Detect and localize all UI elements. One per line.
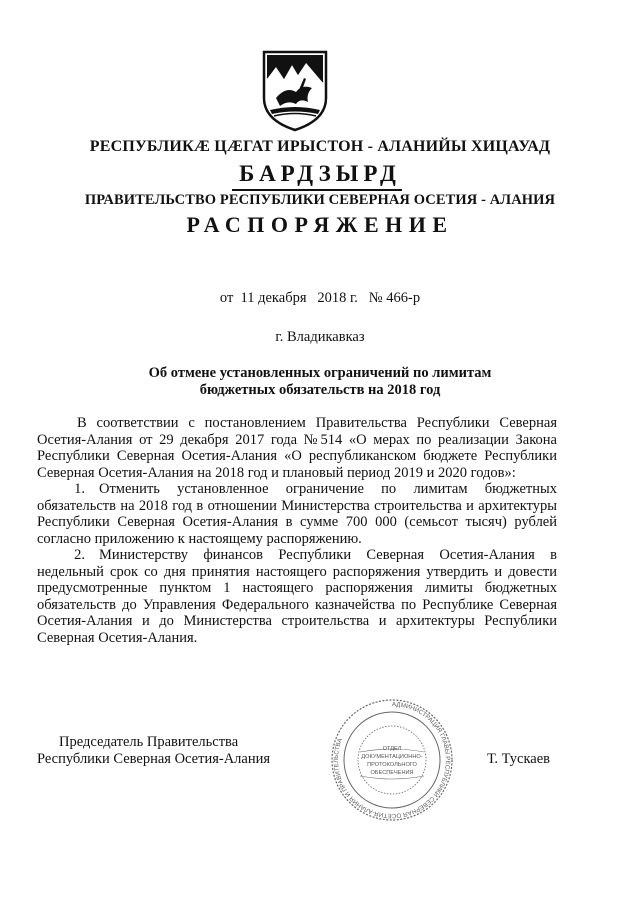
item-1	[37, 481, 557, 547]
header-line-ossetian: РЕСПУБЛИКӔ ЦӔГАТ ИРЫСТОН - АЛАНИЙЫ ХИЦАУАД	[89, 138, 551, 155]
city: г. Владикавказ	[275, 329, 365, 345]
official-stamp	[318, 696, 466, 824]
stamp-center-line-3: ПРОТОКОЛЬНОГО	[367, 762, 417, 768]
title-line-1: Об отмене установленных ограничений по лимитам	[148, 365, 492, 381]
stamp-center-line-2: ДОКУМЕНТАЦИОННО-	[361, 754, 423, 760]
svg-text:АДМИНИСТРАЦИЯ ГЛАВЫ РЕСПУБЛИКИ	[333, 701, 451, 819]
coat-of-arms-emblem	[262, 48, 328, 132]
item-1-number: 1.	[74, 481, 85, 497]
document-body	[37, 415, 557, 646]
signatory-name: Т. Тускаев	[487, 751, 551, 767]
title-line-2: бюджетных обязательств на 2018 год	[199, 382, 441, 398]
item-2-number: 2.	[74, 547, 85, 563]
signatory-position-line-1: Председатель Правительства	[59, 734, 239, 750]
item-2	[37, 547, 557, 646]
document-title	[0, 365, 640, 399]
header-bardzyrd: БАРДЗЫРД	[239, 161, 401, 186]
header-document-type: РАСПОРЯЖЕНИЕ	[186, 212, 454, 237]
item-1-text: Отменить установленное ограничение по лимитам бюджетных обязательств на 2018 год в отношении Министерства строительства и архитектуры Республики Северная Осетия-Алания в сумме 700 000 (семьсот тысяч) рублей согласно приложению к настоящему распоряжению.	[37, 481, 557, 547]
header-government: ПРАВИТЕЛЬСТВО РЕСПУБЛИКИ СЕВЕРНАЯ ОСЕТИЯ - АЛАНИЯ	[84, 192, 556, 208]
signatory-position-line-2: Республики Северная Осетия-Алания	[37, 751, 271, 767]
item-2-text: Министерству финансов Республики Северная Осетия-Алания в недельный срок со дня принятия настоящего распоряжения утвердить и довести предусмотренные пунктом 1 настоящего распоряжения лимиты бюджетных обязательств до Управления Федерального казначейства по Республике Северная Осетия-Алания и до Министерства строительства и архитектуры Республики Северная Осетия-Алания.	[37, 547, 557, 646]
header-divider	[232, 189, 402, 191]
preamble-paragraph: В соответствии с постановлением Правительства Республики Северная Осетия-Алания от 29 декабря 2017 года №514 «О мерах по реализации Закона Республики Северная Осетия-Алания «О республиканском бюджете Республики Северная Осетия-Алания на 2018 год и плановый период 2019 и 2020 годов»:	[37, 415, 557, 481]
stamp-center-line-4: ОБЕСПЕЧЕНИЯ	[370, 770, 414, 776]
stamp-center-line-1: ОТДЕЛ	[382, 746, 402, 752]
signatory-position	[37, 734, 270, 768]
date-and-number: от 11 декабря 2018 г. № 466-р	[219, 290, 421, 306]
stamp-ring-text: АДМИНИСТРАЦИЯ ГЛАВЫ РЕСПУБЛИКИ СЕВЕРНАЯ ОСЕТИЯ-АЛАНИЯ И ПРАВИТЕЛЬСТВА	[332, 700, 451, 820]
